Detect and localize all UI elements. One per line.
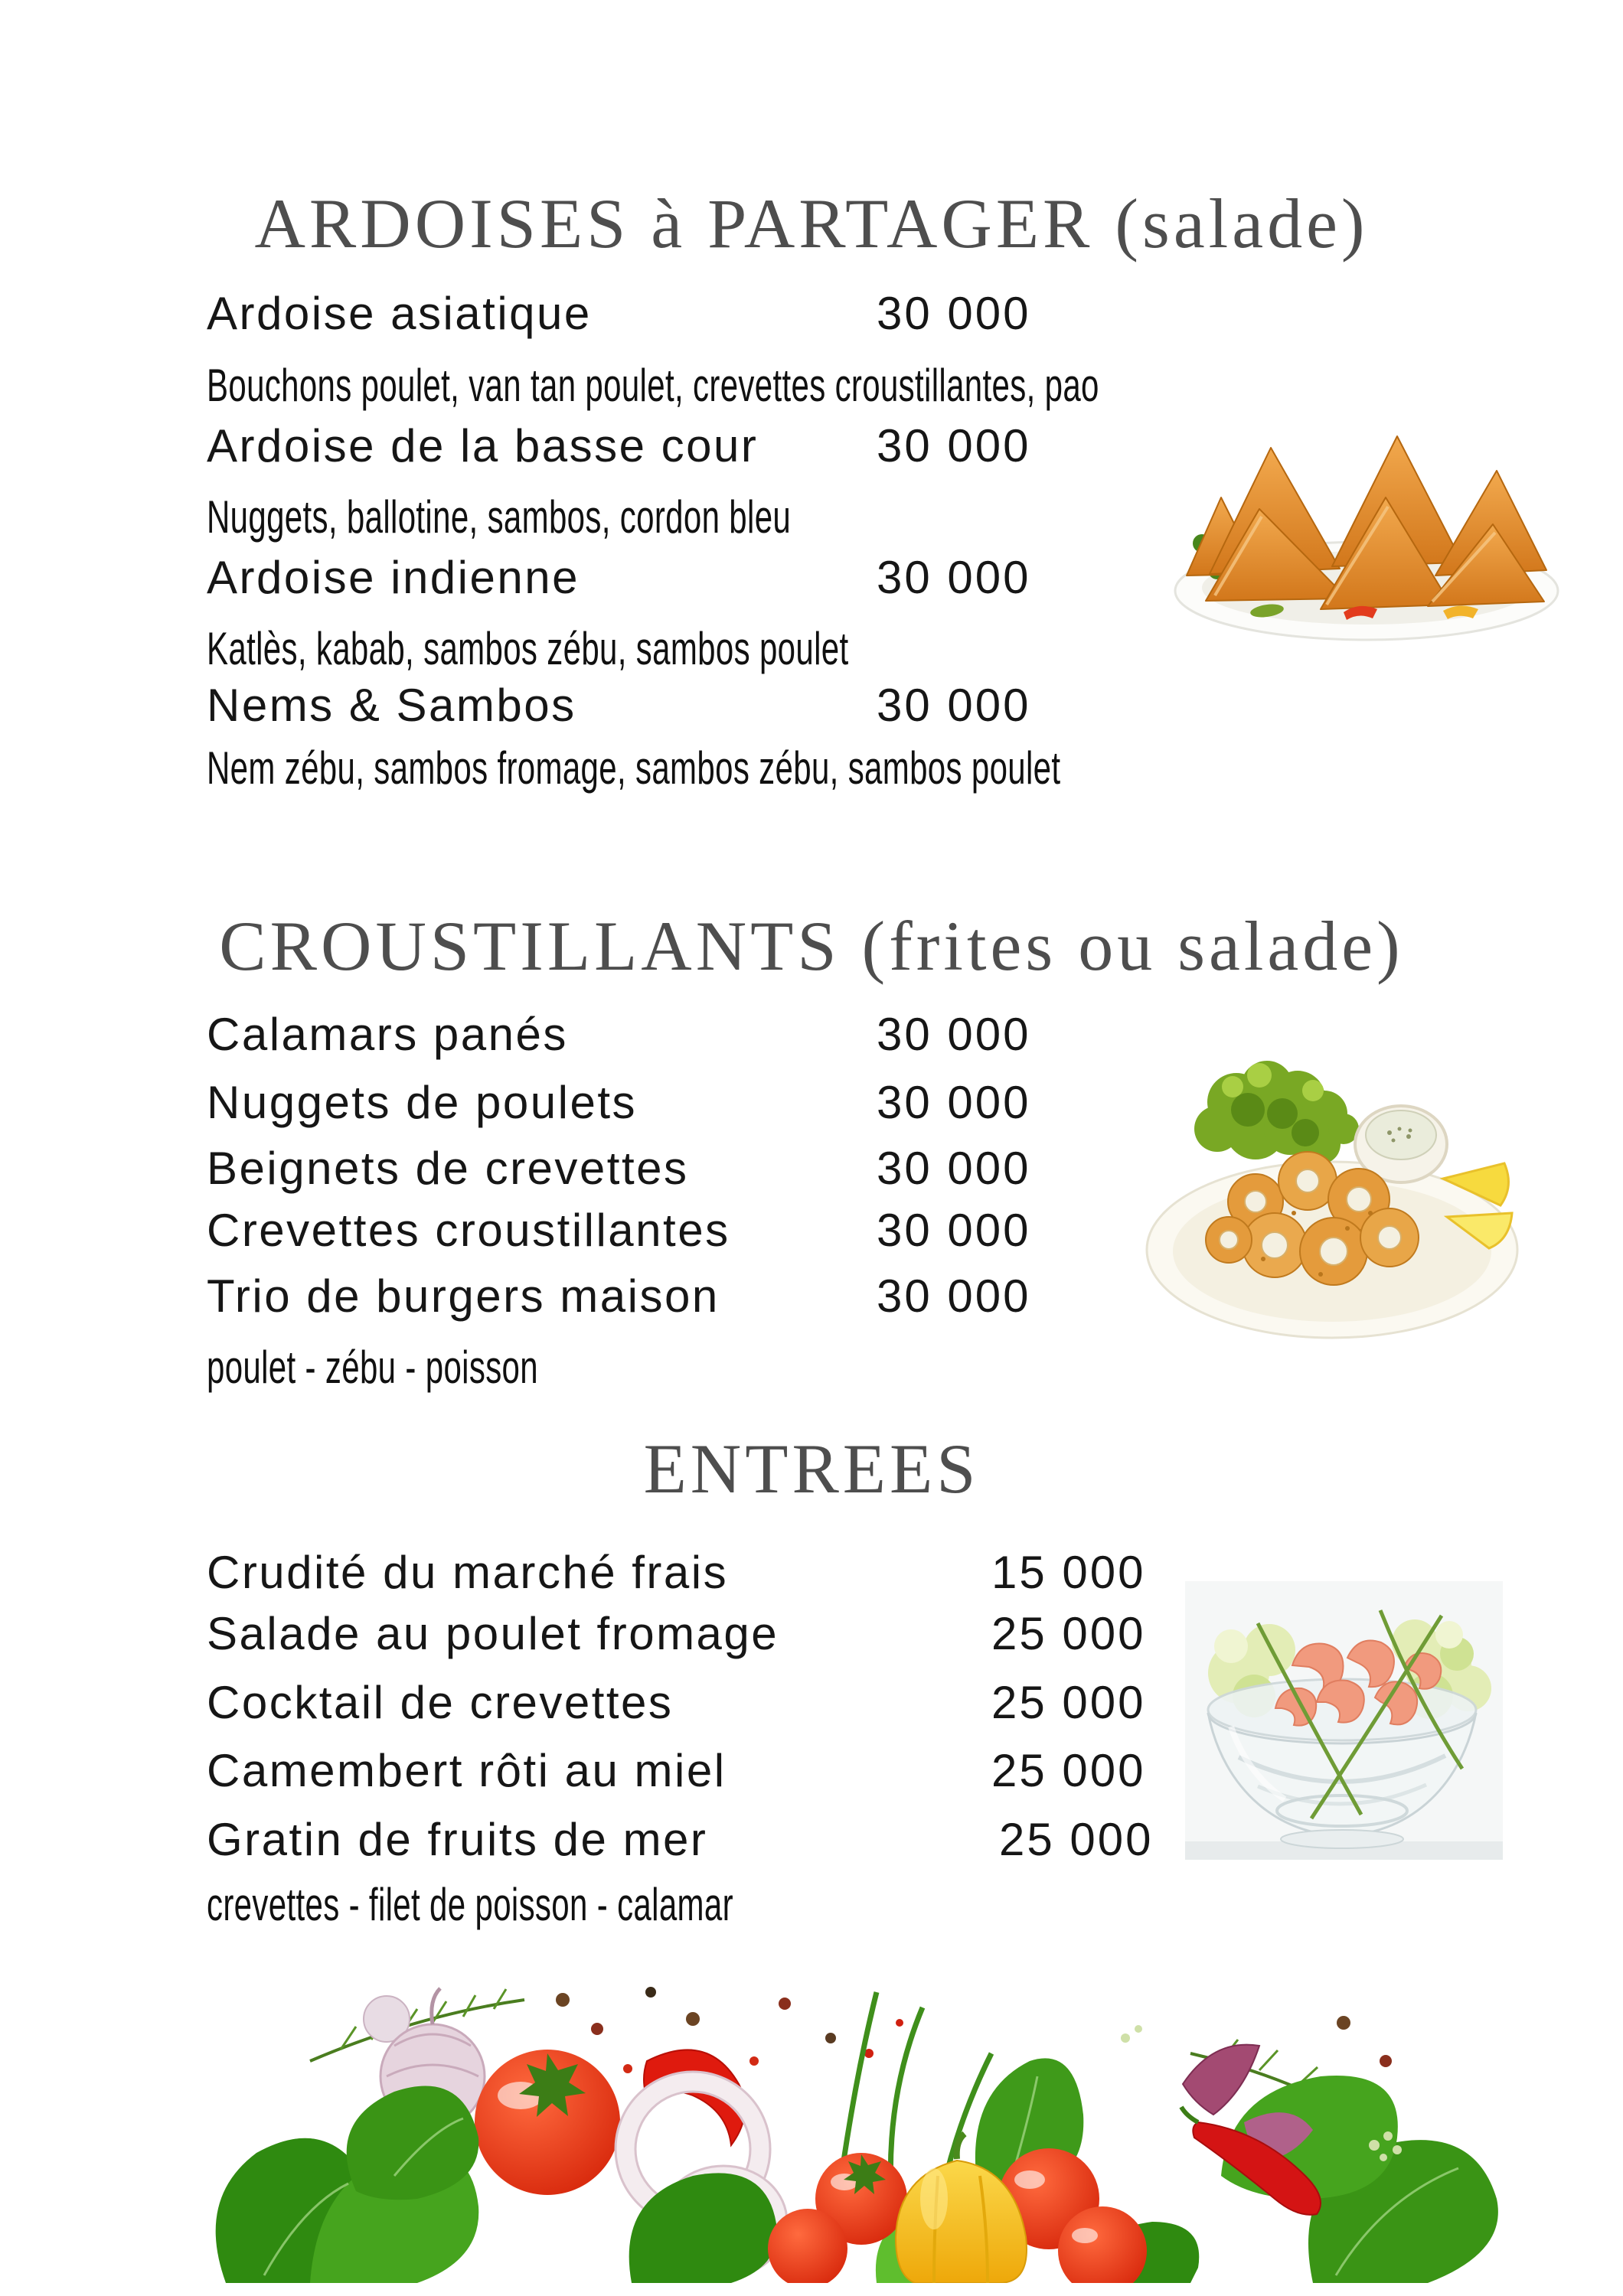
fresh-vegetables-banner-photo [203, 1946, 1527, 2283]
item-price: 30 000 [877, 420, 1031, 471]
item-price: 25 000 [991, 1608, 1146, 1659]
item-name: Nuggets de poulets [207, 1077, 638, 1128]
item-name: Ardoise indienne [207, 552, 580, 603]
item-price: 15 000 [991, 1547, 1146, 1598]
menu-item-row [207, 1677, 1146, 1730]
item-description: Katlès, kabab, sambos zébu, sambos poulet [207, 623, 849, 674]
item-price: 30 000 [877, 1205, 1031, 1256]
item-name: Crudité du marché frais [207, 1547, 729, 1598]
item-name: Nems & Sambos [207, 680, 576, 731]
menu-item-row [207, 1205, 1031, 1258]
item-name: Cocktail de crevettes [207, 1677, 674, 1728]
item-name: Beignets de crevettes [207, 1143, 689, 1194]
fried-calamari-plate-photo [1141, 1022, 1527, 1347]
menu-item-row [207, 1009, 1031, 1062]
item-price: 25 000 [991, 1745, 1146, 1796]
menu-item-row [207, 1814, 1154, 1867]
item-price: 30 000 [877, 1270, 1031, 1322]
menu-item-row [207, 1608, 1146, 1662]
item-price: 30 000 [877, 680, 1031, 731]
section-title-croustillants: CROUSTILLANTS (frites ou salade) [219, 907, 1404, 985]
item-name: Trio de burgers maison [207, 1270, 720, 1322]
item-name: Camembert rôti au miel [207, 1745, 727, 1796]
item-description: Nem zébu, sambos fromage, sambos zébu, sambos poulet [207, 742, 1061, 794]
item-description: poulet - zébu - poisson [207, 1342, 538, 1393]
item-name: Calamars panés [207, 1009, 568, 1060]
menu-item-row [207, 1745, 1146, 1799]
item-price: 30 000 [877, 552, 1031, 603]
menu-item-row [207, 420, 1031, 474]
shrimp-cocktail-glass-photo [1185, 1581, 1503, 1860]
menu-item-row [207, 1270, 1031, 1324]
item-price: 25 000 [999, 1814, 1154, 1865]
item-name: Ardoise de la basse cour [207, 420, 759, 471]
section-title-ardoises: ARDOISES à PARTAGER (salade) [254, 184, 1369, 263]
menu-item-row [207, 1143, 1031, 1196]
menu-item-row [207, 680, 1031, 733]
menu-item-row [207, 552, 1031, 605]
item-name: Ardoise asiatique [207, 288, 592, 339]
section-title-entrees: ENTREES [643, 1430, 980, 1508]
item-description: Nuggets, ballotine, sambos, cordon bleu [207, 491, 792, 543]
item-price: 30 000 [877, 1077, 1031, 1128]
item-description: crevettes - filet de poisson - calamar [207, 1879, 733, 1930]
item-description: Bouchons poulet, van tan poulet, crevettes croustillantes, pao [207, 360, 1099, 411]
item-name: Crevettes croustillantes [207, 1205, 730, 1256]
item-price: 30 000 [877, 1143, 1031, 1194]
item-price: 30 000 [877, 288, 1031, 339]
item-price: 30 000 [877, 1009, 1031, 1060]
samosa-plate-photo [1167, 383, 1566, 647]
menu-item-row [207, 1547, 1146, 1600]
item-name: Gratin de fruits de mer [207, 1814, 708, 1865]
item-name: Salade au poulet fromage [207, 1608, 779, 1659]
menu-item-row [207, 288, 1031, 341]
item-price: 25 000 [991, 1677, 1146, 1728]
menu-item-row [207, 1077, 1031, 1130]
